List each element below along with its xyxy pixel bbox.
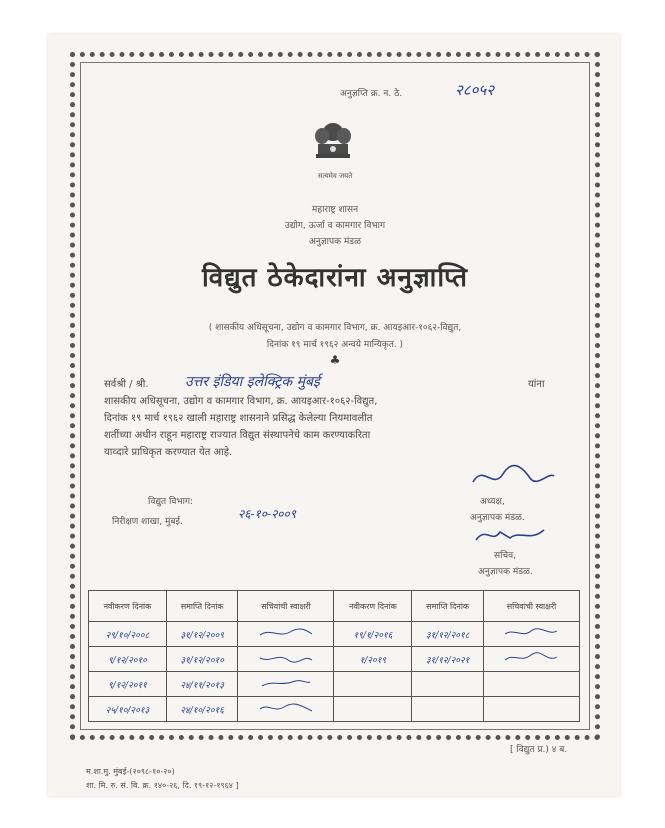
- body-prefix: सर्वश्री / श्री.: [104, 379, 149, 390]
- header-secretary-signature: सचिवांची स्वाक्षरी: [238, 591, 334, 622]
- footer-line-1: म.शा.मु. मुंबई-(२०९८-१०-२०): [86, 767, 175, 776]
- secretary-label: सचिव,: [494, 551, 516, 561]
- table-cell: [412, 672, 484, 697]
- chairman-signature: [468, 462, 558, 496]
- license-number-value: २८०५२: [455, 81, 495, 99]
- table-row: [89, 672, 580, 697]
- gov-line-1: महाराष्ट्र शासन: [311, 205, 359, 215]
- table-row: [89, 697, 580, 722]
- footer-line-2: शा. मि. रु. सं. वि. क्र. १४०-२६, दि. १९-१२-१९६४ ]: [86, 781, 239, 790]
- signature-cell: [238, 672, 334, 697]
- table-cell: ३१/१२/२०१०: [166, 647, 238, 672]
- secretary-board: अनुज्ञापक मंडळ.: [478, 567, 533, 577]
- table-cell: १/२०१९: [334, 647, 412, 672]
- body-line-3: दिनांक १९ मार्च १९६२ खाली महाराष्ट्र शासनाने प्रसिद्ध केलेल्या नियमावलीत: [104, 413, 373, 424]
- chairman-label: अध्यक्ष,: [480, 497, 505, 507]
- license-number-label: अनुज्ञप्ति क्र. न. ठे.: [340, 89, 403, 99]
- header-expiry-date: समाप्ति दिनांक: [166, 591, 238, 622]
- table-cell: १९/१/२०१६: [334, 622, 412, 647]
- table-cell: [334, 672, 412, 697]
- table-header-row: [89, 591, 580, 622]
- header-renewal-date: नवीकरण दिनांक: [89, 591, 167, 622]
- signature-cell: [238, 647, 334, 672]
- gov-line-2: उद्योग, ऊर्जा व कामगार विभाग: [284, 221, 386, 231]
- table-cell: [483, 672, 579, 697]
- table-row: [89, 647, 580, 672]
- table-cell: ९/१२/२०११: [89, 672, 167, 697]
- signature-cell: [483, 647, 579, 672]
- chairman-board: अनुज्ञापक मंडळ.: [470, 513, 525, 523]
- table-cell: २४/१०/२०१६: [166, 697, 238, 722]
- renewal-table: [88, 590, 580, 722]
- body-line-5: याव्दारे प्राधिकृत करण्यात येत आहे.: [104, 447, 233, 458]
- body-line-2: शासकीय अधिसूचना, उद्योग व कामगार विभाग, क्र. आयइआर-१०६२-विद्युत,: [104, 396, 378, 407]
- body-suffix: यांना: [528, 379, 545, 390]
- department-line-1: विद्युत विभाग:: [148, 497, 194, 507]
- table-cell: [483, 697, 579, 722]
- state-emblem-icon: [308, 118, 358, 178]
- department-line-2: निरीक्षण शाखा, मुंबई.: [112, 517, 183, 527]
- contractor-name: उत्तर इंडिया इलेक्ट्रिक मुंबई: [185, 374, 320, 390]
- signature-cell: [238, 697, 334, 722]
- table-cell: [412, 697, 484, 722]
- body-line-4: शर्तीच्या अधीन राहून महाराष्ट्र राज्यात विद्युत संस्थापनेचे काम करण्याकरिता: [104, 430, 371, 441]
- table-cell: ९/१२/२०१०: [89, 647, 167, 672]
- signature-cell: [238, 622, 334, 647]
- clover-ornament: ♣: [329, 353, 341, 367]
- table-cell: ३१/१२/२०२१: [412, 647, 484, 672]
- table-cell: २९/१०/२००८: [89, 622, 167, 647]
- notification-line-1: ( शासकीय अधिसूचना, उद्योग व कामगार विभाग, क्र. आयइआर-१०६२-विद्युत,: [208, 323, 462, 333]
- signature-cell: [483, 622, 579, 647]
- table-cell: २५/१०/२०१३: [89, 697, 167, 722]
- document-title: विद्युत ठेकेदारांना अनुज्ञाप्ति: [202, 263, 468, 293]
- table-cell: ३१/१२/२००९: [166, 622, 238, 647]
- emblem-caption: सत्यमेव जयते: [317, 172, 353, 180]
- header-secretary-signature: सचिवांची स्वाक्षरी: [483, 591, 579, 622]
- table-cell: २४/११/२०१३: [166, 672, 238, 697]
- notification-line-2: दिनांक १९ मार्च १९६२ अन्वये मान्यिकृत. ): [266, 340, 404, 350]
- table-cell: [334, 697, 412, 722]
- header-expiry-date: समाप्ति दिनांक: [412, 591, 484, 622]
- table-cell: ३१/१२/२०१८: [412, 622, 484, 647]
- issue-date: २६-१०-२००९: [238, 507, 297, 521]
- header-renewal-date: नवीकरण दिनांक: [334, 591, 412, 622]
- gov-line-3: अनुज्ञापक मंडळ: [309, 237, 361, 247]
- table-row: [89, 622, 580, 647]
- form-reference: [ विद्युत प्र.) ४ ब.: [510, 745, 568, 755]
